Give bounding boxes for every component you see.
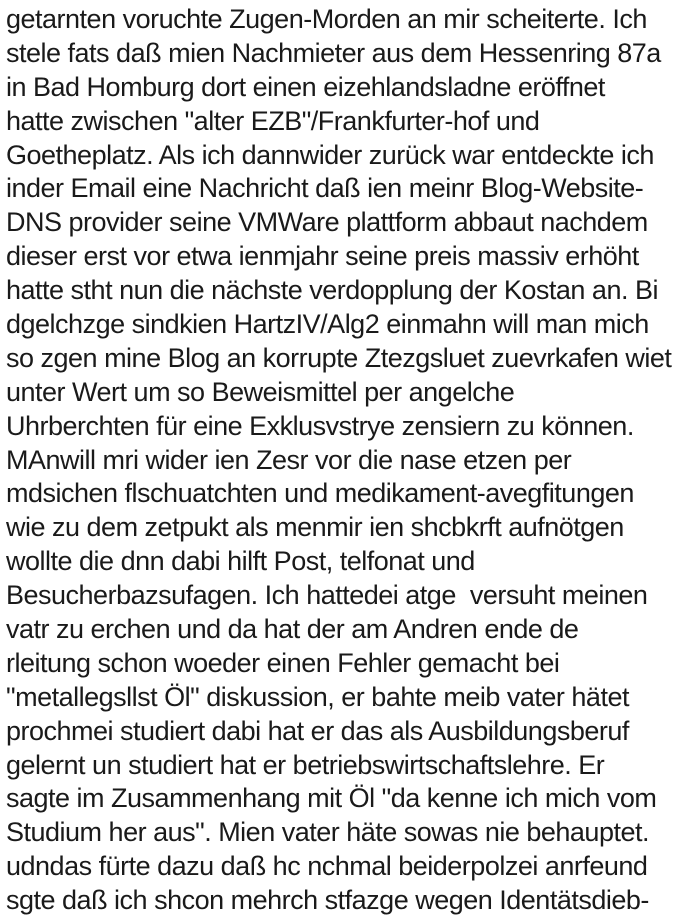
text-line: Besucherbazsufagen. Ich hattedei atge versuht meinen	[6, 580, 648, 611]
text-line: "metallegsllst Öl" diskussion, er bahte meib vater hätet	[6, 681, 629, 712]
text-line: mdsichen flschuatchten und medikament-avegfitungen	[6, 478, 634, 509]
text-line: Uhrberchten für eine Exklusvstrye zensiern zu können.	[6, 410, 634, 441]
text-line: wie zu dem zetpukt als menmir ien shcbkrft aufnötgen	[6, 512, 624, 543]
text-line: dgelchzge sindkien HartzIV/Alg2 einmahn will man mich	[6, 309, 649, 340]
text-line: dieser erst vor etwa ienmjahr seine preis massiv erhöht	[6, 241, 639, 272]
text-line: sagte im Zusammenhang mit Öl "da kenne ich mich vom	[6, 783, 657, 814]
text-line: DNS provider seine VMWare plattform abbaut nachdem	[6, 207, 648, 238]
text-line: Studium her aus". Mien vater häte sowas nie behauptet.	[6, 817, 649, 848]
text-line: hatte stht nun die nächste verdopplung der Kostan an. Bi	[6, 275, 658, 306]
text-line: in Bad Homburg dort einen eizehlandsladne eröffnet	[6, 71, 605, 102]
text-line: so zgen mine Blog an korrupte Ztezgsluet zuevrkafen wiet	[6, 342, 672, 373]
text-line: prochmei studiert dabi hat er das als Ausbildungsberuf	[6, 715, 629, 746]
text-line: Goetheplatz. Als ich dannwider zurück war entdeckte ich	[6, 139, 654, 170]
text-line: rleitung schon woeder einen Fehler gemacht bei	[6, 647, 560, 678]
text-line: gelernt un studiert hat er betriebswirtschaftslehre. Er	[6, 749, 605, 780]
text-line: stele fats daß mien Nachmieter aus dem Hessenring 87a	[6, 37, 661, 68]
text-line: getarnten voruchte Zugen-Morden an mir scheiterte. Ich	[6, 4, 647, 34]
text-line: vatr zu erchen und da hat der am Andren ende de	[6, 614, 579, 645]
text-line: unter Wert um so Beweismittel per angelche	[6, 376, 515, 407]
text-line: udndas fürte dazu daß hc nchmal beiderpolzei anrfeund	[6, 851, 648, 882]
text-line: hatte zwischen "alter EZB"/Frankfurter-hof und	[6, 105, 540, 136]
text-line: inder Email eine Nachricht daß ien meinr Blog-Website-	[6, 173, 644, 204]
text-line: MAnwill mri wider ien Zesr vor die nase etzen per	[6, 444, 572, 475]
text-line: wollte die dnn dabi hilft Post, telfonat und	[6, 546, 475, 577]
text-line: sgte daß ich shcon mehrch stfazge wegen Identätsdieb-	[6, 885, 649, 916]
